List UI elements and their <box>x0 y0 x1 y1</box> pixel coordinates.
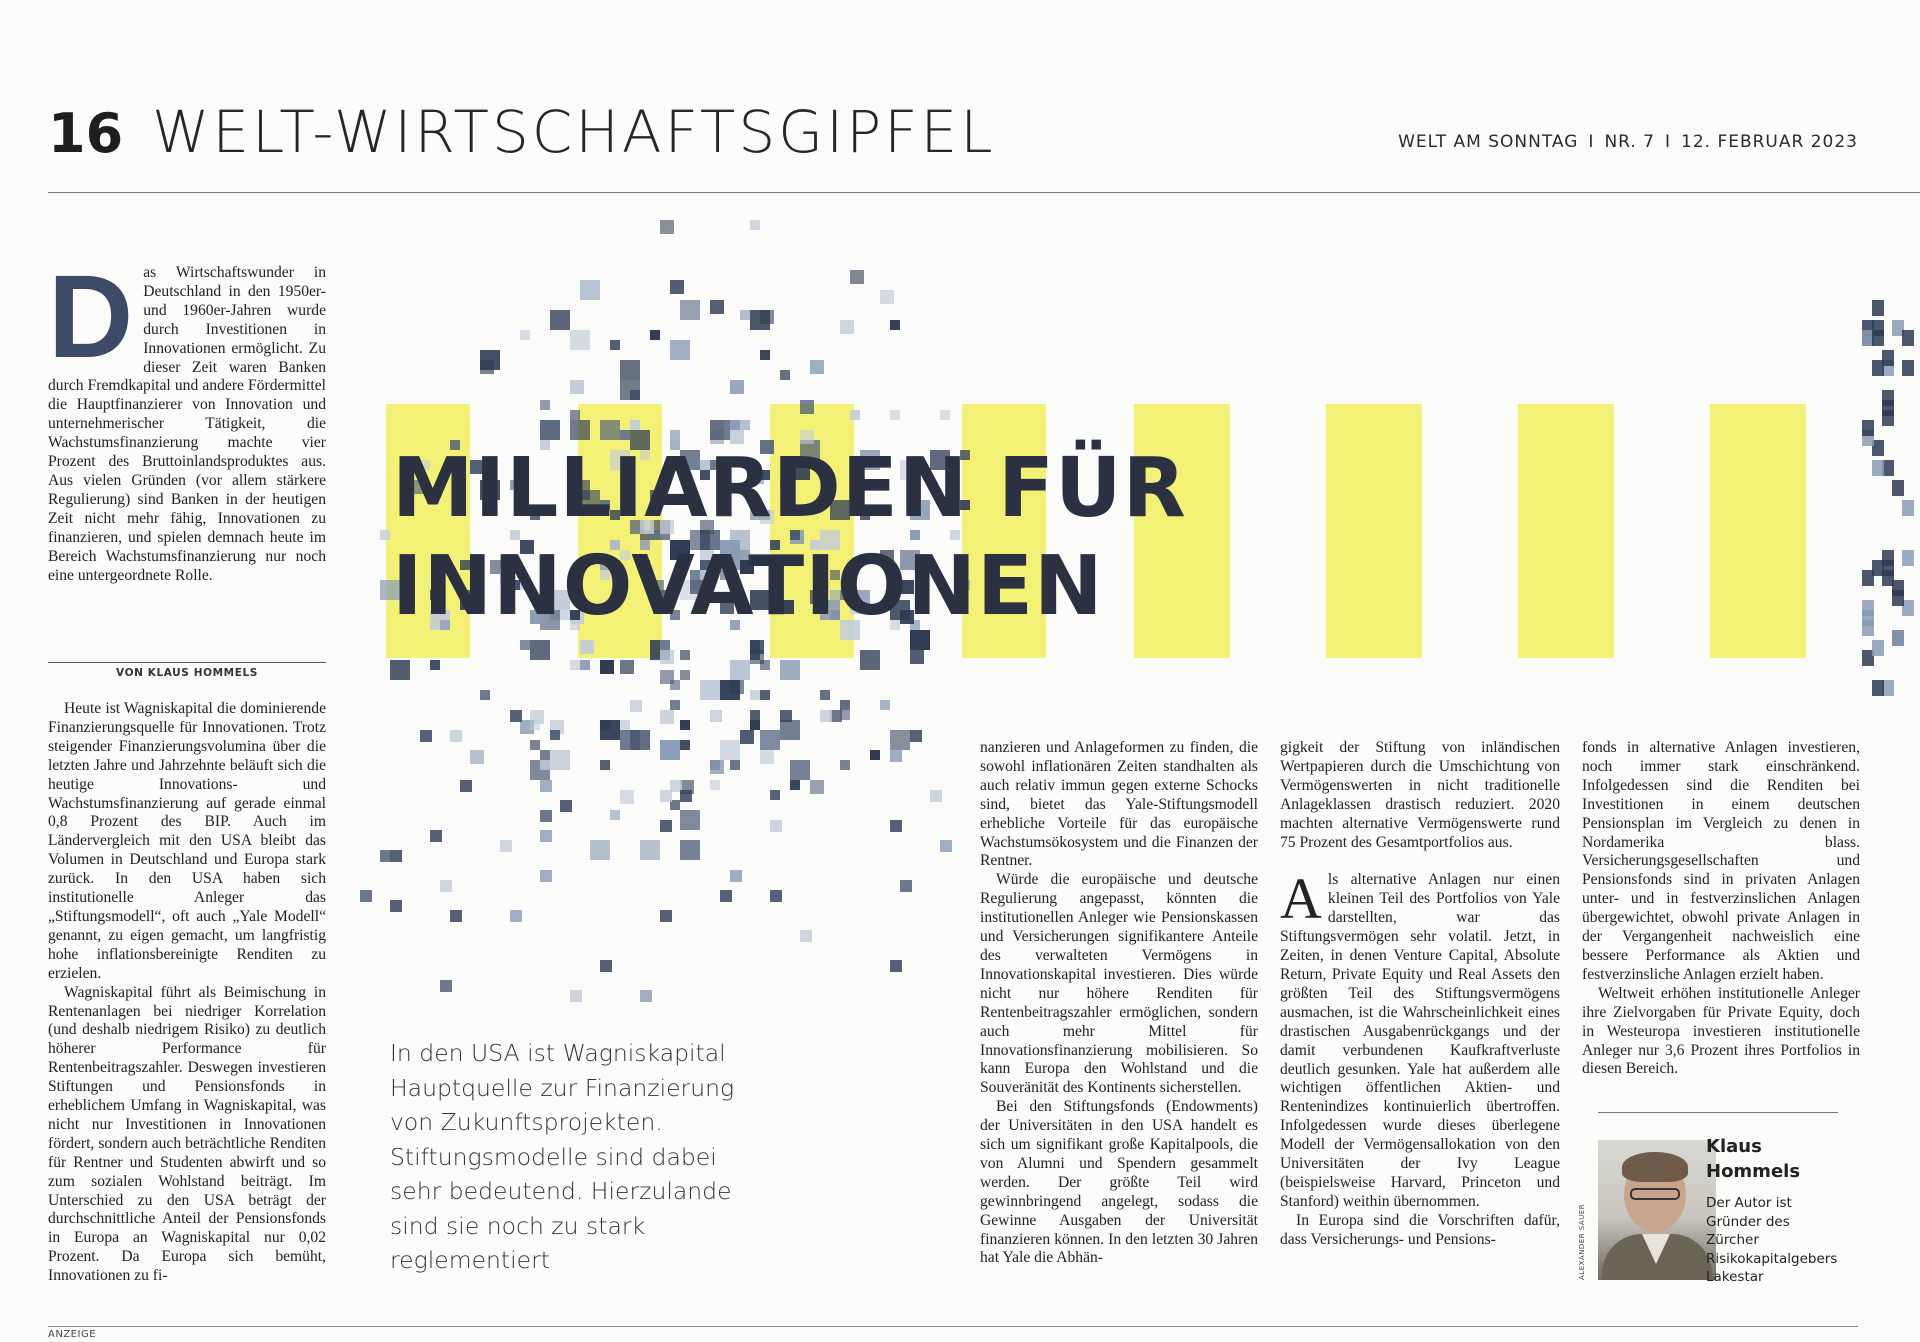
mosaic-pixel <box>460 780 472 792</box>
edge-pixel <box>1892 630 1904 646</box>
edge-pixel <box>1892 480 1904 496</box>
mosaic-pixel <box>570 990 582 1002</box>
mosaic-pixel <box>860 650 880 670</box>
mosaic-pixel <box>910 730 922 742</box>
paragraph: gigkeit der Stiftung von inländischen Wertpapieren durch die Umschichtung von Vermögenswerten in nicht traditionelle Anlageklassen drastisch reduziert. 2020 machten alternative Vermögenswerte rund 75 Prozent des Gesamtportfolios aus. <box>1280 739 1560 851</box>
mosaic-pixel <box>790 780 800 790</box>
mosaic-pixel <box>670 700 680 710</box>
mosaic-pixel <box>780 370 790 380</box>
mosaic-pixel <box>750 690 760 700</box>
mosaic-pixel <box>800 400 814 414</box>
mosaic-pixel <box>890 960 902 972</box>
mosaic-pixel <box>630 730 650 750</box>
mosaic-pixel <box>480 690 490 700</box>
mosaic-pixel <box>390 900 402 912</box>
mosaic-pixel <box>620 660 634 674</box>
mosaic-pixel <box>540 810 552 822</box>
mosaic-pixel <box>430 830 442 842</box>
mosaic-pixel <box>660 710 674 724</box>
issue-number: NR. 7 <box>1604 132 1655 152</box>
mosaic-pixel <box>730 660 750 680</box>
mosaic-pixel <box>710 420 730 440</box>
headline-line-1: MILLIARDEN FÜR <box>392 441 1187 536</box>
mosaic-pixel <box>790 760 810 780</box>
mosaic-pixel <box>770 890 782 902</box>
mosaic-pixel <box>850 270 864 284</box>
mosaic-pixel <box>850 410 860 420</box>
mosaic-pixel <box>630 700 642 712</box>
edge-pixel <box>1882 560 1894 576</box>
mosaic-pixel <box>570 660 580 670</box>
byline: VON KLAUS HOMMELS <box>48 662 326 679</box>
mosaic-pixel <box>540 830 552 842</box>
mosaic-pixel <box>620 430 630 440</box>
mosaic-pixel <box>840 320 854 334</box>
edge-pixel <box>1872 300 1884 316</box>
author-photo <box>1598 1140 1716 1280</box>
paragraph: Würde die europäische und deutsche Regulierung angepasst, könnten die institutionellen Anleger wie Pensionskassen und Versicherungen signifikantere Anteile des verwalteten Vermögens in Innovationskapital investieren. Dies würde nicht nur höhere Renditen für Rentenbeitragszahler ermöglichen, sondern auch mehr Mittel für Innovationsfinanzierung mobilisieren. So kann Europa den Wohlstand und die Souveränität des Kontinents sicherstellen. <box>980 871 1258 1097</box>
mosaic-pixel <box>880 700 890 710</box>
mosaic-pixel <box>550 750 570 770</box>
mosaic-pixel <box>880 290 894 304</box>
mosaic-pixel <box>520 330 530 340</box>
mosaic-pixel <box>670 430 680 440</box>
mosaic-pixel <box>750 640 764 654</box>
mosaic-pixel <box>820 710 832 722</box>
intro-text: as Wirtschaftswunder in Deutschland in den 1950er- und 1960er-Jahren wurde durch Investitionen in Innovationen ermöglicht. Zu dieser Zeit waren Banken durch Fremdkapital und andere Fördermittel die Hauptfinanzierer von Innovation und unternehmerischer Tätigkeit, die Wachstumsfinanzierung machte vier Prozent des Bruttoinlandsproduktes aus. Aus vielen Gründen (vor allem stärkere Regulierung) sind Banken in der heutigen Zeit nicht mehr fähig, Innovationen zu finanzieren, und spielen demnach heute im Bereich Wachstumsfinanzierung nur noch eine untergeordnete Rolle. <box>48 264 326 584</box>
mosaic-pixel <box>740 730 754 744</box>
mosaic-pixel <box>600 660 614 674</box>
mosaic-pixel <box>550 310 570 330</box>
section-title: WELT-WIRTSCHAFTSGIPFEL <box>152 98 996 166</box>
mosaic-pixel <box>660 820 672 832</box>
mosaic-pixel <box>570 410 580 420</box>
mosaic-pixel <box>770 790 780 800</box>
mosaic-pixel <box>580 640 594 654</box>
mosaic-pixel <box>810 360 824 374</box>
mosaic-pixel <box>810 780 824 794</box>
mosaic-pixel <box>770 820 782 832</box>
mosaic-pixel <box>600 420 620 440</box>
author-bio: Der Autor ist Gründer des Zürcher Risikokapitalgebers Lakestar <box>1706 1195 1838 1285</box>
mosaic-pixel <box>500 840 512 852</box>
mosaic-pixel <box>710 760 724 774</box>
mosaic-pixel <box>600 960 612 972</box>
author-last-name: Hommels <box>1706 1161 1801 1182</box>
mosaic-pixel <box>570 420 590 440</box>
mosaic-pixel <box>580 660 590 670</box>
edge-pixel <box>1872 330 1884 346</box>
edge-pixel <box>1902 330 1914 346</box>
mosaic-pixel <box>420 730 432 742</box>
masthead-separator: I <box>1664 132 1671 152</box>
mosaic-pixel <box>680 720 690 730</box>
photo-credit: ALEXANDER SAUER <box>1578 1203 1586 1280</box>
mosaic-pixel <box>670 680 680 690</box>
mosaic-pixel <box>440 980 452 992</box>
mosaic-pixel <box>570 330 590 350</box>
mosaic-pixel <box>710 780 720 790</box>
mosaic-pixel <box>730 760 740 770</box>
paragraph: Wagniskapital führt als Beimischung in Rentenanlagen bei niedriger Korrelation (und deshalb niedrigem Risiko) zu deutlich höherer Performance für Rentenbeitragszahler. Deswegen investieren Stiftungen und Pensionsfonds in erheblichem Umfang in Wagniskapital, was nicht nur Investitionen in Innovationen fördert, sondern auch beträchtliche Renditen für Rentner und Studenten abwirft und so zum sozialen Wohlstand beiträgt. Im Unterschied zu den USA beträgt der durchschnittliche Anteil der Pensionsfonds in Europa an Wagniskapital nur 0,02 Prozent. Da Europa sich bemüht, Innovationen zu fi- <box>48 983 326 1285</box>
mosaic-pixel <box>640 990 652 1002</box>
mosaic-pixel <box>730 380 744 394</box>
masthead-separator: I <box>1588 132 1595 152</box>
section-dropcap: A <box>1280 866 1322 932</box>
article-column-3 <box>1280 739 1560 1250</box>
article-column-2 <box>980 739 1258 1268</box>
mosaic-pixel <box>890 410 900 420</box>
mosaic-pixel <box>760 660 770 670</box>
mosaic-pixel <box>380 530 390 540</box>
mosaic-pixel <box>780 660 800 680</box>
headline-line-2: INNOVATIONEN <box>392 539 1104 634</box>
mosaic-pixel <box>660 790 672 802</box>
mosaic-pixel <box>760 750 774 764</box>
photo-glasses-shape <box>1630 1188 1680 1200</box>
paragraph-with-dropcap <box>1280 866 1560 1211</box>
article-column-1 <box>48 700 326 1286</box>
edge-pixel <box>1872 640 1884 656</box>
mosaic-pixel <box>680 300 700 320</box>
mosaic-pixel <box>750 220 760 230</box>
yellow-bar <box>1518 404 1614 658</box>
mosaic-pixel <box>750 310 770 330</box>
mosaic-pixel <box>390 660 410 680</box>
mosaic-pixel <box>870 750 880 760</box>
mosaic-pixel <box>610 340 620 350</box>
mosaic-pixel <box>540 420 560 440</box>
mosaic-pixel <box>680 740 690 750</box>
mosaic-pixel <box>730 680 744 694</box>
mosaic-pixel <box>540 400 550 410</box>
mosaic-pixel <box>510 710 522 722</box>
page-header <box>48 98 1858 168</box>
mosaic-pixel <box>670 340 690 360</box>
mosaic-pixel <box>680 650 690 660</box>
mosaic-pixel <box>640 840 660 860</box>
mosaic-pixel <box>750 710 760 720</box>
masthead <box>1398 132 1858 152</box>
mosaic-pixel <box>930 790 942 802</box>
paragraph-text: ls alternative Anlagen nur einen kleinen Teil des Portfolios von Yale darstellten, war das Stiftungsvermögen sehr volatil. Jetzt, in Zeiten, in denen Venture Capital, Absolute Return, Private Equity und Real Assets den größten Teil des Stiftungsvermögens ausmachen, ist die Wahrscheinlichkeit eines drastischen Ausgabenrückgangs und der damit verbundenen Kaufkraftverluste deutlich gesunken. Yale hat außerdem alle wichtigen öffentlichen Aktien- und Rentenindizes kontinuierlich übertroffen. Infolgedessen wurde dieses überlegene Modell der Vermögensallokation von den Universitäten der Ivy League (beispielsweise Harvard, Princeton und Stanford) weithin übernommen. <box>1280 871 1560 1210</box>
mosaic-pixel <box>840 700 850 710</box>
mosaic-pixel <box>620 380 640 400</box>
edge-pixel <box>1882 400 1894 416</box>
paragraph: In Europa sind die Vorschriften dafür, dass Versicherungs- und Pensions- <box>1280 1211 1560 1248</box>
mosaic-pixel <box>550 730 560 740</box>
mosaic-pixel <box>530 640 550 660</box>
mosaic-pixel <box>510 910 522 922</box>
edge-pixel <box>1892 590 1904 606</box>
mosaic-pixel <box>730 420 740 430</box>
photo-hair-shape <box>1622 1152 1688 1182</box>
mosaic-pixel <box>780 720 800 740</box>
mosaic-pixel <box>710 710 722 722</box>
paragraph: fonds in alternative Anlagen investieren, noch immer stark einschränkend. Infolgedessen sind die Renditen bei Investitionen in einem deutschen Pensionsplan im Vergleich zu denen in Nordamerika blass. Versicherungsgesellschaften und Pensionsfonds sind in privaten Anlagen unter- und in festverzinslichen Anlagen übergewichtet, obwohl private Anlagen in der Vergangenheit nachweislich eine bessere Performance als Aktien und festverzinsliche Anlagen erzielt haben. <box>1582 739 1860 983</box>
header-rule <box>48 192 1920 193</box>
mosaic-pixel <box>580 280 600 300</box>
page-number: 16 <box>48 102 124 165</box>
mosaic-pixel <box>530 740 540 750</box>
mosaic-pixel <box>760 730 780 750</box>
edge-pixel <box>1872 360 1884 376</box>
mosaic-pixel <box>660 910 672 922</box>
mosaic-pixel <box>940 840 952 852</box>
mosaic-pixel <box>730 870 742 882</box>
mosaic-pixel <box>890 320 900 330</box>
mosaic-pixel <box>600 760 610 770</box>
mosaic-pixel <box>840 760 850 770</box>
publication-name: WELT AM SONNTAG <box>1398 132 1579 152</box>
pull-quote: In den USA ist Wagniskapital Hauptquelle zur Finanzierung von Zukunftsprojekten. Stiftungsmodelle sind dabei sehr bedeutend. Hierzulande sind sie noch zu stark reglementiert <box>390 1039 735 1274</box>
mosaic-pixel <box>900 880 912 892</box>
edge-pixel <box>1902 550 1914 566</box>
article-column-4 <box>1582 739 1860 1079</box>
mosaic-pixel <box>430 660 440 670</box>
mosaic-pixel <box>660 640 670 650</box>
mosaic-pixel <box>670 280 684 294</box>
mosaic-pixel <box>630 420 640 430</box>
author-first-name: Klaus <box>1706 1136 1762 1157</box>
mosaic-pixel <box>620 360 640 380</box>
intro-paragraph <box>48 251 326 585</box>
mosaic-pixel <box>780 710 792 722</box>
mosaic-pixel <box>750 720 760 730</box>
edge-pixel <box>1862 420 1874 436</box>
intro-dropcap: D <box>48 251 134 383</box>
mosaic-pixel <box>540 750 550 760</box>
mosaic-pixel <box>470 750 484 764</box>
mosaic-pixel <box>890 750 902 762</box>
mosaic-pixel <box>660 650 674 664</box>
paragraph: nanzieren und Anlageformen zu finden, die sowohl inflationären Zeiten standhalten als auch relativ immun gegen externe Schocks sind, bietet das Yale-Stiftungsmodell erhebliche Vorteile für das europäische Wachstumsökosystem und die Finanzen der Rentner. <box>980 739 1258 870</box>
mosaic-pixel <box>760 690 770 700</box>
mosaic-pixel <box>480 350 500 370</box>
mosaic-pixel <box>910 650 924 664</box>
mosaic-pixel <box>680 810 700 830</box>
mosaic-pixel <box>680 790 692 802</box>
mosaic-pixel <box>540 870 552 882</box>
mosaic-pixel <box>720 890 732 902</box>
footer-rule <box>48 1326 1858 1327</box>
edge-pixel <box>1902 360 1914 376</box>
mosaic-pixel <box>540 780 552 792</box>
paragraph: Bei den Stiftungsfonds (Endowments) der Universitäten in den USA handelt es sich um signifikant große Kapitalpools, die von Alumni und Spendern gesammelt werden. Der größte Teil wird gewinnbringend angelegt, sodass die Gewinne Ausgaben der Universität finanzieren können. In den letzten 30 Jahren hat Yale die Abhän- <box>980 1098 1258 1267</box>
issue-date: 12. FEBRUAR 2023 <box>1681 132 1858 152</box>
mosaic-pixel <box>660 740 680 760</box>
paragraph: Weltweit erhöhen institutionelle Anleger ihre Zielvorgaben für Private Equity, doch in Westeuropa investieren institutionelle Anleger nur 3,6 Prozent ihres Portfolios in diesen Bereich. <box>1582 984 1860 1078</box>
edge-pixel <box>1872 680 1884 696</box>
mosaic-pixel <box>800 930 812 942</box>
yellow-bar <box>1710 404 1806 658</box>
edge-pixel <box>1862 620 1874 636</box>
mosaic-pixel <box>940 410 950 420</box>
mosaic-pixel <box>360 890 372 902</box>
yellow-bar <box>1326 404 1422 658</box>
mosaic-pixel <box>620 720 630 730</box>
mosaic-pixel <box>540 760 550 770</box>
mosaic-pixel <box>600 720 620 740</box>
mosaic-pixel <box>610 810 620 820</box>
mosaic-pixel <box>520 640 530 650</box>
article-headline <box>392 440 1187 636</box>
edge-pixel <box>1902 500 1914 516</box>
mosaic-pixel <box>680 840 700 860</box>
author-name <box>1706 1134 1800 1184</box>
mosaic-pixel <box>660 220 674 234</box>
mosaic-pixel <box>820 690 830 700</box>
mosaic-pixel <box>680 670 690 680</box>
mosaic-pixel <box>650 330 660 340</box>
mosaic-pixel <box>760 350 770 360</box>
mosaic-pixel <box>710 300 724 314</box>
author-box-rule <box>1598 1112 1838 1113</box>
mosaic-pixel <box>740 310 750 320</box>
edge-pixel <box>1872 460 1884 476</box>
mosaic-pixel <box>570 380 584 394</box>
mosaic-pixel <box>380 850 392 862</box>
mosaic-pixel <box>720 740 740 760</box>
mosaic-pixel <box>450 910 462 922</box>
mosaic-pixel <box>620 790 634 804</box>
mosaic-pixel <box>700 680 720 700</box>
mosaic-pixel <box>890 820 902 832</box>
mosaic-pixel <box>890 730 910 750</box>
mosaic-pixel <box>440 880 452 892</box>
mosaic-pixel <box>740 420 750 430</box>
mosaic-pixel <box>590 840 610 860</box>
mosaic-pixel <box>560 800 572 812</box>
paragraph: Heute ist Wagniskapital die dominierende Finanzierungsquelle für Innovationen. Trotz steigender Finanzierungsvolumina über die letzten Jahre und Jahrzehnte beläuft sich die heutige Innovations- und Wachstumsfinanzierung auf gerade einmal 0,8 Prozent des BIP. Auch im Ländervergleich mit den USA bleibt das Volumen in Deutschland und Europa stark zurück. In den USA haben sich institutionelle Anleger das „Stiftungsmodell“, oft auch „Yale Modell“ genannt, zu eigen gemacht, um langfristig hohe inflationsbereinigte Renditen zu erzielen. <box>48 700 326 982</box>
mosaic-pixel <box>450 730 462 742</box>
advertisement-label: ANZEIGE <box>48 1329 97 1340</box>
mosaic-pixel <box>530 720 540 730</box>
